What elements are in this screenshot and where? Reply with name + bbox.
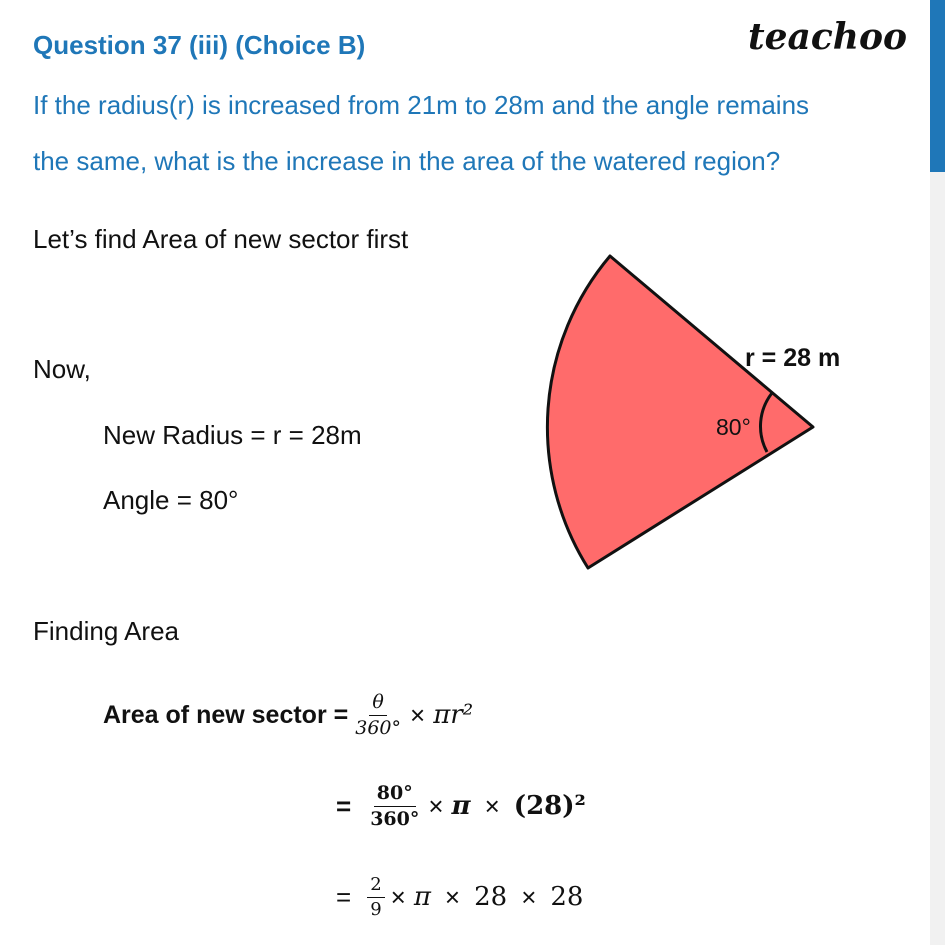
pi-r-squared: πr² <box>433 700 474 731</box>
question-line-1: If the radius(r) is increased from 21m to 28m and the angle remains <box>33 90 810 120</box>
intro-text: Let’s find Area of new sector first <box>33 224 409 254</box>
now-label: Now, <box>33 354 91 384</box>
step2-twenty-eight-b: 28 <box>550 882 584 913</box>
times-sign: × <box>410 699 426 730</box>
step1-fraction <box>367 783 422 830</box>
angle-text: Angle = 80° <box>103 485 239 515</box>
area-step-1 <box>336 783 586 830</box>
step2-times-2: × <box>444 881 461 912</box>
question-line-2: the same, what is the increase in the area of the watered region? <box>33 146 781 176</box>
step2-times-1: × <box>390 881 406 912</box>
step2-fraction <box>367 875 384 920</box>
sector-shape <box>547 256 813 568</box>
step1-numerator: 80° <box>374 783 416 807</box>
area-step-2 <box>336 875 583 920</box>
sector-diagram <box>540 245 870 575</box>
area-formula <box>103 692 473 739</box>
step1-twenty-eight-squared: (28)² <box>513 791 586 822</box>
new-radius-text: New Radius = r = 28m <box>103 420 362 450</box>
step2-equals: = <box>336 881 352 912</box>
angle-label: 80° <box>716 414 751 440</box>
question-title: Question 37 (iii) (Choice B) <box>33 30 366 60</box>
step1-equals: = <box>336 790 352 821</box>
theta-numerator: θ <box>369 692 386 716</box>
right-edge-accent <box>930 0 945 172</box>
theta-fraction <box>352 692 404 739</box>
step2-pi: π <box>413 882 431 913</box>
theta-denominator: 360° <box>355 716 401 739</box>
radius-label: r = 28 m <box>745 344 841 372</box>
step2-twenty-eight-a: 28 <box>474 882 508 913</box>
step1-denominator: 360° <box>370 807 420 830</box>
teachoo-logo: teachoo <box>748 16 907 58</box>
step2-denominator: 9 <box>370 898 382 920</box>
step2-numerator: 2 <box>367 875 384 898</box>
step1-pi: π <box>451 791 471 822</box>
finding-area-text: Finding Area <box>33 616 179 646</box>
area-formula-label: Area of new sector = <box>103 700 349 729</box>
step1-times-1: × <box>428 790 444 821</box>
step1-times-2: × <box>484 790 500 821</box>
step2-times-3: × <box>521 881 537 912</box>
